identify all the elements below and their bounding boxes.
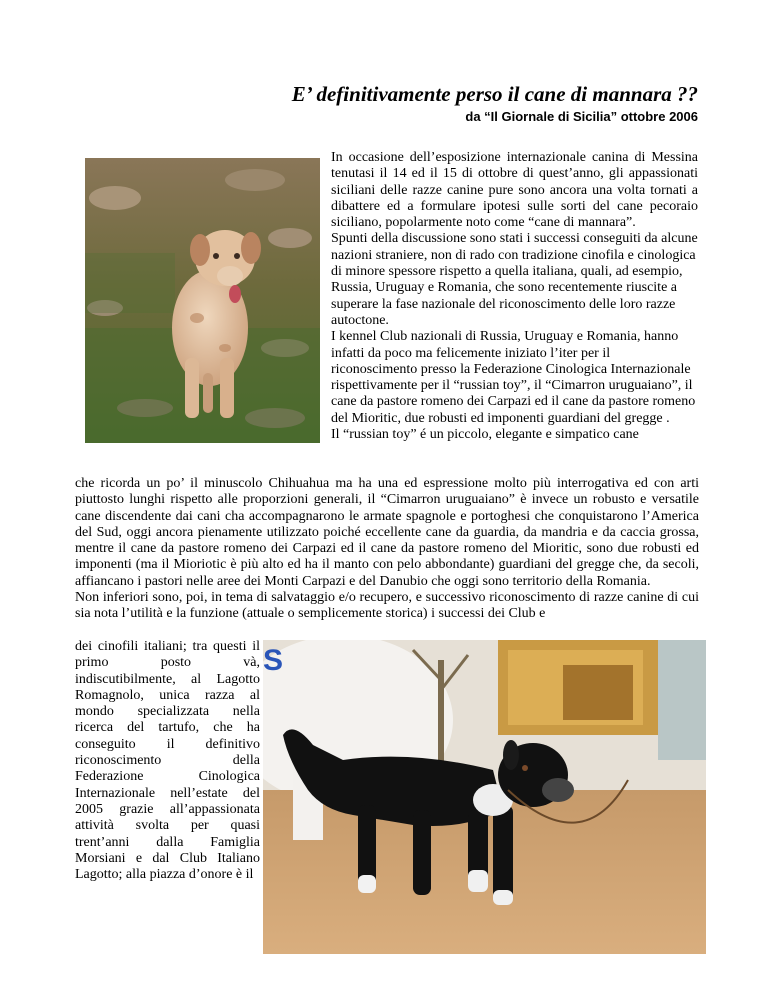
paragraph-breeds-description: che ricorda un po’ il minuscolo Chihuahua ma ha una ed espressione molto più interrogativa ed con arti piuttosto lunghi rispetto alle proporzioni generali, il “Cimarron uruguaiano” è invece un robusto e versatile cane discendente dai cani cha accompagnarono le armate spagnole e portoghesi che conquistarono l’America del Sud, oggi ancora pienamente utilizzato poiché eccellente cane da guardia, da mandria e da caccia grossa, mentre il cane da pastore romeno dei Carpazi ed il cane da pastore romeno del Mioritic, sono due robusti ed imponenti (ma il Mioriotic è più alto ed ha il manto con pelo abbondante) guardiani del gregge che, da secoli, affiancano i pastori nelle aree dei Monti Carpazi e del Danubio che oggi sono territorio della Romania. <box>75 476 699 589</box>
photo-dog-yard <box>263 640 706 954</box>
paragraph-russian-toy-start: Il “russian toy” é un piccolo, elegante e simpatico cane <box>331 427 639 443</box>
article-source: da “Il Giornale di Sicilia” ottobre 2006 <box>465 109 698 124</box>
paragraph-discussion: Spunti della discussione sono stati i successi conseguiti da alcune nazioni straniere, non di rado con tradizione cinofila e cinologica di minore spessore rispetto a quella italiana, quali, ad esempio, Russia, Uruguay e Romania, che sono recentemente riuscite a superare la fase nazionale del riconoscimento delle loro razze autoctone. <box>331 231 698 328</box>
photo-dog-yard-image <box>263 640 706 954</box>
article-full-width <box>75 476 699 623</box>
paragraph-intro: In occasione dell’esposizione internazionale canina di Messina tenutasi il 14 ed il 15 di ottobre di quest’anno, gli appassionati siciliani delle razze canine pure sono ancora una volta tornati a dibattere ed a formulare ipotesi sulle sorti del cane pecoraio siciliano, popolarmente noto come “cane di mannara”. <box>331 150 698 231</box>
article-left-column: dei cinofili italiani; tra questi il primo posto và, indiscutibilmente, al Lagotto Romagnolo, unica razza al mondo specializzata nella ricerca del tartufo, che ha conseguito il definitivo riconoscimento della Federazione Cinologica Internazionale nell’estate del 2005 grazie all’appassionata attività svolta per quasi trent’anni dalla Famiglia Morsiani e dal Club Italiano Lagotto; alla piazza d’onore è il <box>75 639 260 883</box>
sign-letter: S <box>263 644 284 677</box>
article-right-column <box>331 150 698 443</box>
photo-dog-hillside-image <box>85 158 320 443</box>
paragraph-italian-clubs-start: Non inferiori sono, poi, in tema di salvataggio e/o recupero, e successivo riconoscimento di razze canine di cui sia nota l’utilità e la funzione (attuale o semplicemente storica) i successi dei Club e <box>75 590 699 622</box>
photo-dog-hillside <box>85 158 320 443</box>
article-title: E’ definitivamente perso il cane di mannara ?? <box>291 82 698 106</box>
paragraph-kennel-clubs: I kennel Club nazionali di Russia, Uruguay e Romania, hanno infatti da poco ma felicemente iniziato l’iter per il riconoscimento presso la Federazione Cinologica Internazionale rispettivamente per il “russian toy”, il “Cimarron uruguaiano”, il cane da pastore romeno dei Carpazi ed il cane da pastore romeno del Mioritic, due robusti ed imponenti guardiani del gregge . <box>331 329 696 426</box>
